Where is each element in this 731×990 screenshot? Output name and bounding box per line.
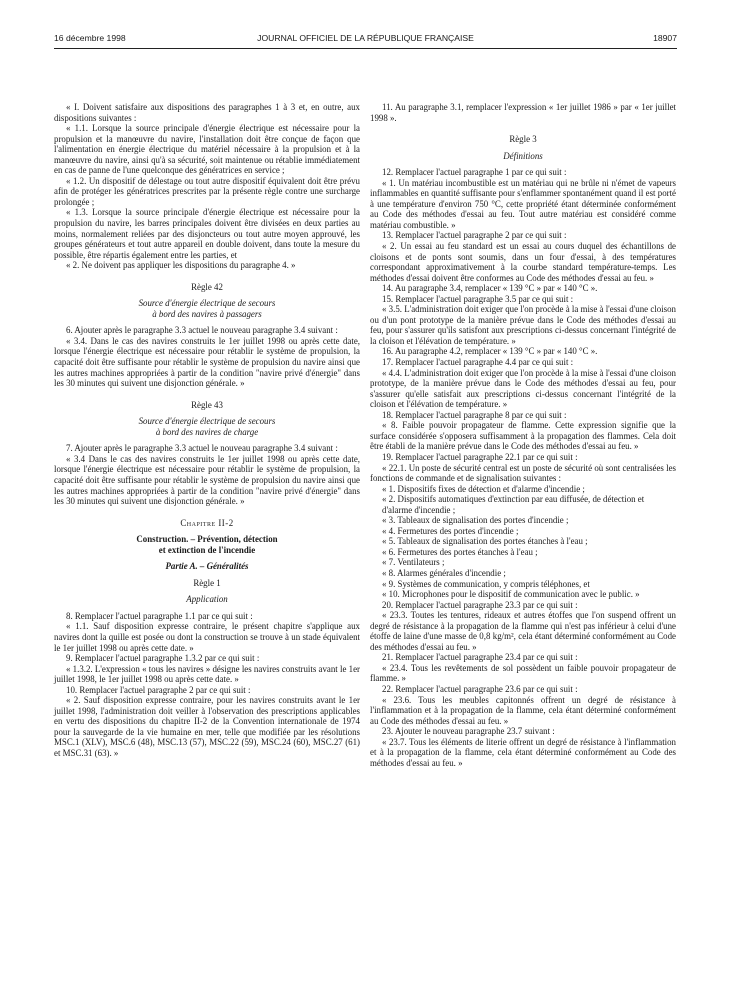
paragraph: 20. Remplacer l'actuel paragraphe 23.3 par ce qui suit : xyxy=(382,599,578,610)
list-item: « 10. Microphones pour le dispositif de communication avec le public. » xyxy=(382,589,640,600)
list-item: « 2. Dispositifs automatiques d'extinction par eau diffusée, de détection et d'alarme d'incendie ; xyxy=(382,494,645,515)
list-item: « 7. Ventilateurs ; xyxy=(382,557,445,568)
section-subtitle: Définitions xyxy=(503,150,543,161)
paragraph: 23. Ajouter le nouveau paragraphe 23.7 suivant : xyxy=(382,726,555,737)
paragraph: « 1.1. Lorsque la source principale d'énergie électrique est nécessaire pour la propulsion et la manœuvre du navire, l'installation doit être conçue de façon que l'alimentation en énergie électrique du matériel nécessaire à la propulsion et à la manœuvre du navire, ainsi qu'à sa sécurité, soit maintenue ou rétablie immédiatement en cas de panne de l'une quelconque des génératrices en service ; xyxy=(54,123,360,176)
section-heading: Règle 42 xyxy=(191,281,223,292)
paragraph: « 23.4. Tous les revêtements de sol possèdent un faible pouvoir propagateur de flamme. » xyxy=(370,662,676,684)
paragraph: « 23.6. Tous les meubles capitonnés offrent un degré de résistance à l'inflammation et à la propagation de la flamme, cela étant déterminé conformément au Code des méthodes d'essai au feu. » xyxy=(370,694,676,726)
chapter-title: Construction. – Prévention, détection xyxy=(136,534,278,545)
paragraph: « 23.3. Toutes les tentures, rideaux et autres étoffes que l'on suspend offrent un degré de résistance à la propagation de la flamme qui n'est pas inférieur à celui d'une étoffe de laine d'une masse de 0,8 kg/m², cela étant déterminé conformément au Code des méthodes d'essai au feu. » xyxy=(370,610,676,652)
paragraph: « 22.1. Un poste de sécurité central est un poste de sécurité où sont centralisées les fonctions de commande et de signalisation suivantes : xyxy=(370,462,676,484)
paragraph: « 2. Sauf disposition expresse contraire, pour les navires construits avant le 1er juillet 1998, l'administration doit veiller à l'observation des prescriptions applicables en vertu des dispositions du chapitre II-2 de la Convention internationale de 1974 pour la sauvegarde de la vie humaine en mer, telle que modifiée par les résolutions MSC.1 (XLV), MSC.6 (48), MSC.13 (57), MSC.22 (59), MSC.24 (60), MSC.27 (61) et MSC.31 (63). » xyxy=(54,695,360,758)
section-heading: Règle 3 xyxy=(509,134,537,145)
paragraph: 18. Remplacer l'actuel paragraphe 8 par ce qui suit : xyxy=(382,409,567,420)
page-header xyxy=(54,33,677,47)
paragraph: 21. Remplacer l'actuel paragraphe 23.4 par ce qui suit : xyxy=(382,652,578,663)
paragraph: « 4.4. L'administration doit exiger que l'on procède à la mise à l'essai d'une cloison prototype, de la manière prévue dans le Code des méthodes d'essai au feu, pour s'assurer qu'elle satisfait aux prescriptions ci-dessus concernant l'intégrité de la cloison et l'élévation de température. » xyxy=(370,367,676,410)
list-item: « 5. Tableaux de signalisation des portes étanches à l'eau ; xyxy=(382,536,588,547)
section-heading: Règle 43 xyxy=(191,399,223,410)
paragraph: 12. Remplacer l'actuel paragraphe 1 par ce qui suit : xyxy=(382,167,567,178)
part-heading: Partie A. – Généralités xyxy=(165,561,249,572)
paragraph: 22. Remplacer l'actuel paragraphe 23.6 par ce qui suit : xyxy=(382,683,578,694)
paragraph: « 23.7. Tous les éléments de literie offrent un degré de résistance à l'inflammation et à la propagation de la flamme, cela étant déterminé conformément au Code des méthodes d'essai au feu. » xyxy=(370,736,676,768)
paragraph: « 1.3. Lorsque la source principale d'énergie électrique est nécessaire pour la propulsion du navire, les barres principales doivent être divisées en deux parties au moins, normalement reliées par des disjoncteurs ou tout autre moyen approuvé, les groupes générateurs et tout autre appareil en double doivent, dans toute la mesure du possible, être répartis également entre les parties, et xyxy=(54,207,360,260)
header-title: JOURNAL OFFICIEL DE LA RÉPUBLIQUE FRANÇAISE xyxy=(257,33,474,43)
paragraph: 6. Ajouter après le paragraphe 3.3 actuel le nouveau paragraphe 3.4 suivant : xyxy=(66,325,338,336)
section-subtitle: à bord des navires à passagers xyxy=(152,308,262,319)
chapter-title: et extinction de l'incendie xyxy=(158,544,256,555)
header-rule xyxy=(54,48,677,49)
paragraph: « I. Doivent satisfaire aux dispositions des paragraphes 1 à 3 et, en outre, aux dispositions suivantes : xyxy=(54,102,360,123)
section-subtitle: Application xyxy=(186,594,228,605)
paragraph: « 1.1. Sauf disposition expresse contraire, le présent chapitre s'applique aux navires dont la quille est posée ou dont la construction se trouve à un stade équivalent le 1er juillet 1998 ou après cette date. » xyxy=(54,621,360,653)
paragraph: « 1.3.2. L'expression « tous les navires » désigne les navires construits avant le 1er juillet 1998, le 1er juillet 1998 ou après cette date. » xyxy=(54,663,360,685)
paragraph: 17. Remplacer l'actuel paragraphe 4.4 par ce qui suit : xyxy=(382,357,574,368)
paragraph: 9. Remplacer l'actuel paragraphe 1.3.2 par ce qui suit : xyxy=(66,653,260,664)
section-subtitle: Source d'énergie électrique de secours xyxy=(138,416,276,427)
list-item: « 1. Dispositifs fixes de détection et d'alarme d'incendie ; xyxy=(382,483,585,494)
left-column xyxy=(54,102,360,759)
paragraph: « 8. Faible pouvoir propagateur de flamme. Cette expression signifie que la surface considérée s'opposera suffisamment à la propagation des flammes. Cela doit être établi de la manière prévue dans le Code des méthodes d'essai au feu. » xyxy=(370,420,676,452)
paragraph: « 2. Un essai au feu standard est un essai au cours duquel des échantillons de cloisons et de ponts sont soumis, dans un four d'essai, à des températures correspondant approximativement à la courbe standard température-temps. Les méthodes d'essai doivent être conformes au Code des méthodes d'essai au feu. » xyxy=(370,241,676,283)
list-item: « 4. Fermetures des portes d'incendie ; xyxy=(382,525,519,536)
list-item: « 3. Tableaux de signalisation des portes d'incendie ; xyxy=(382,515,569,526)
list-item: « 9. Systèmes de communication, y compris téléphones, et xyxy=(382,578,590,589)
paragraph: 11. Au paragraphe 3.1, remplacer l'expression « 1er juillet 1986 » par « 1er juillet 1998 ». xyxy=(370,102,676,123)
paragraph: 15. Remplacer l'actuel paragraphe 3.5 par ce qui suit : xyxy=(382,293,574,304)
section-heading: Règle 1 xyxy=(193,577,221,588)
section-subtitle: Source d'énergie électrique de secours xyxy=(138,298,276,309)
paragraph: 19. Remplacer l'actuel paragraphe 22.1 par ce qui suit : xyxy=(382,451,578,462)
section-subtitle: à bord des navires de charge xyxy=(155,426,259,437)
paragraph: 8. Remplacer l'actuel paragraphe 1.1 par ce qui suit : xyxy=(66,610,253,621)
paragraph: 10. Remplacer l'actuel paragraphe 2 par ce qui suit : xyxy=(66,684,251,695)
header-date: 16 décembre 1998 xyxy=(54,33,126,43)
paragraph: « 3.5. L'administration doit exiger que l'on procède à la mise à l'essai d'une cloison ou d'un pont prototype de la manière prévue dans le Code des méthodes d'essai au feu, pour s'assurer qu'ils satisfont aux prescriptions ci-dessus concernant l'intégrité de la cloison et l'élévation de température. » xyxy=(370,304,676,346)
right-column xyxy=(370,102,676,768)
paragraph: 14. Au paragraphe 3.4, remplacer « 139 °C » par « 140 °C ». xyxy=(382,283,598,294)
paragraph: « 1. Un matériau incombustible est un matériau qui ne brûle ni n'émet de vapeurs inflammables en quantité suffisante pour s'enflammer spontanément quand il est porté à une température d'environ 750 °C, cette propriété étant déterminée conformément au Code des méthodes d'essai au feu. Tout autre matériau est considéré comme matériau combustible. » xyxy=(370,177,676,230)
chapter-heading: Chapitre II-2 xyxy=(180,517,234,528)
paragraph: « 1.2. Un dispositif de délestage ou tout autre dispositif équivalent doit être prévu afin de protéger les génératrices prescrites par la présente règle contre une surcharge prolongée ; xyxy=(54,175,360,207)
paragraph: « 3.4. Dans le cas des navires construits le 1er juillet 1998 ou après cette date, lorsque l'énergie électrique est nécessaire pour rétablir le système de propulsion, la capacité doit être suffisante pour rétablir le système de propulsion du navire ainsi que les autres machines appropriées à partir de la condition "navire privé d'énergie" dans les 30 minutes qui suivent une disjonction générale. » xyxy=(54,335,360,389)
paragraph: 13. Remplacer l'actuel paragraphe 2 par ce qui suit : xyxy=(382,230,567,241)
list-item: « 6. Fermetures des portes étanches à l'eau ; xyxy=(382,546,538,557)
paragraph: « 2. Ne doivent pas appliquer les dispositions du paragraphe 4. » xyxy=(66,260,296,271)
paragraph: 16. Au paragraphe 4.2, remplacer « 139 °C » par « 140 °C ». xyxy=(382,346,598,357)
paragraph: 7. Ajouter après le paragraphe 3.3 actuel le nouveau paragraphe 3.4 suivant : xyxy=(66,443,338,454)
list-item: « 8. Alarmes générales d'incendie ; xyxy=(382,567,506,578)
paragraph: « 3.4 Dans le cas des navires construits le 1er juillet 1998 ou après cette date, lorsque l'énergie électrique est nécessaire pour rétablir le système de propulsion, la capacité doit être suffisante pour rétablir le système de propulsion du navire ainsi que les autres machines appropriées à partir de la condition "navire privé d'énergie" dans les 30 minutes qui suivent une disjonction générale. » xyxy=(54,453,360,507)
header-page-number: 18907 xyxy=(653,33,677,43)
